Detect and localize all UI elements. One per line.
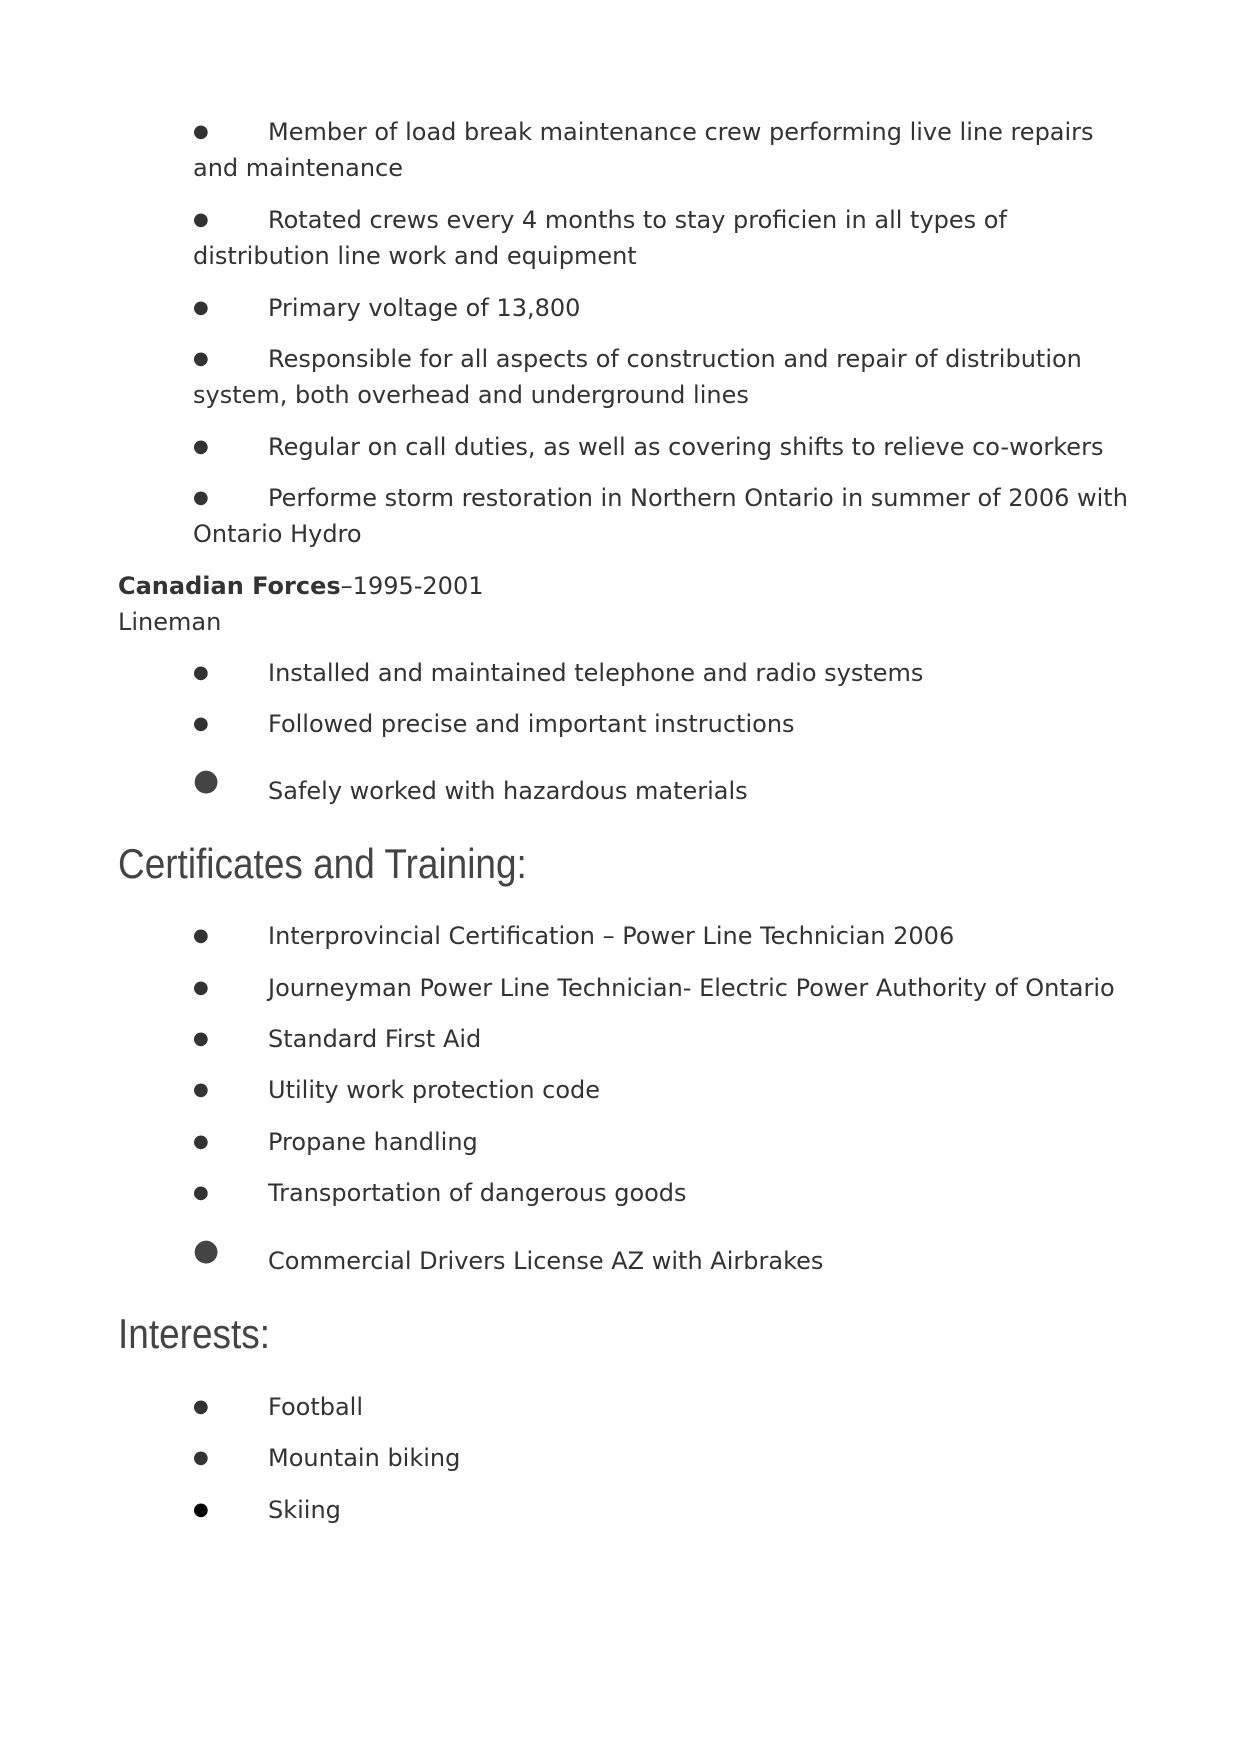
certificates-heading: Certificates and Training: xyxy=(118,840,527,887)
certificate-item xyxy=(193,1072,1133,1108)
certificate-text: Utility work protection code xyxy=(268,1076,601,1104)
employer-dates: –1995-2001 xyxy=(340,572,484,600)
employer-name: Canadian Forces xyxy=(118,572,341,600)
bullet-icon: ● xyxy=(193,436,209,457)
experience-bullet xyxy=(193,429,1133,465)
certificate-item xyxy=(193,1124,1133,1160)
employer-bullet xyxy=(193,763,1133,809)
bullet-icon: ● xyxy=(193,1396,209,1417)
bullet-icon: ● xyxy=(193,209,209,230)
experience-bullet-text: Primary voltage of 13,800 xyxy=(268,294,581,322)
employer-bullet-text: Safely worked with hazardous materials xyxy=(268,777,748,805)
employer-bullet xyxy=(193,655,1133,691)
experience-bullet-text: Responsible for all aspects of construction and repair of distribution system, both overhead and underground lines xyxy=(193,345,1082,409)
employer-bullet-text: Installed and maintained telephone and radio systems xyxy=(268,659,924,687)
certificate-item xyxy=(193,918,1133,954)
experience-bullet xyxy=(193,114,1133,186)
bullet-icon: ● xyxy=(193,121,209,142)
experience-bullet-text: Rotated crews every 4 months to stay proficien in all types of distribution line work and equipment xyxy=(193,206,1007,270)
bullet-icon: ● xyxy=(193,1447,209,1468)
bullet-icon: ● xyxy=(193,1233,220,1268)
bullet-icon: ● xyxy=(193,713,209,734)
interest-item xyxy=(193,1389,1133,1425)
bullet-icon: ● xyxy=(193,1131,209,1152)
interest-text: Skiing xyxy=(268,1496,341,1524)
employer-bullet-text: Followed precise and important instructions xyxy=(268,710,795,738)
experience-bullet-text: Performe storm restoration in Northern Ontario in summer of 2006 with Ontario Hydro xyxy=(193,484,1128,548)
certificate-item xyxy=(193,1021,1133,1057)
employer-heading xyxy=(118,568,484,604)
experience-bullet-text: Regular on call duties, as well as covering shifts to relieve co-workers xyxy=(268,433,1104,461)
interest-item xyxy=(193,1492,1133,1528)
certificate-item xyxy=(193,970,1133,1006)
interest-text: Mountain biking xyxy=(268,1444,461,1472)
bullet-icon: ● xyxy=(193,925,209,946)
employer-bullet xyxy=(193,706,1133,742)
bullet-icon: ● xyxy=(193,763,220,798)
bullet-icon: ● xyxy=(193,348,209,369)
certificate-text: Propane handling xyxy=(268,1128,478,1156)
experience-bullet xyxy=(193,290,1133,326)
interest-text: Football xyxy=(268,1393,364,1421)
certificate-text: Journeyman Power Line Technician- Electric Power Authority of Ontario xyxy=(268,974,1115,1002)
certificate-text: Commercial Drivers License AZ with Airbrakes xyxy=(268,1247,824,1275)
experience-bullet xyxy=(193,480,1133,552)
bullet-icon: ● xyxy=(193,662,209,683)
interest-item xyxy=(193,1440,1133,1476)
experience-bullet-text: Member of load break maintenance crew performing live line repairs and maintenance xyxy=(193,118,1094,182)
bullet-icon: ● xyxy=(193,1499,209,1520)
certificate-text: Transportation of dangerous goods xyxy=(268,1179,687,1207)
certificate-item xyxy=(193,1233,1133,1279)
interests-heading: Interests: xyxy=(118,1310,271,1357)
certificate-text: Interprovincial Certification – Power Line Technician 2006 xyxy=(268,922,955,950)
bullet-icon: ● xyxy=(193,977,209,998)
certificate-item xyxy=(193,1175,1133,1211)
experience-bullet xyxy=(193,202,1133,274)
bullet-icon: ● xyxy=(193,1079,209,1100)
certificate-text: Standard First Aid xyxy=(268,1025,482,1053)
employer-role: Lineman xyxy=(118,608,222,636)
bullet-icon: ● xyxy=(193,297,209,318)
experience-bullet xyxy=(193,341,1133,413)
bullet-icon: ● xyxy=(193,1028,209,1049)
bullet-icon: ● xyxy=(193,487,209,508)
bullet-icon: ● xyxy=(193,1182,209,1203)
